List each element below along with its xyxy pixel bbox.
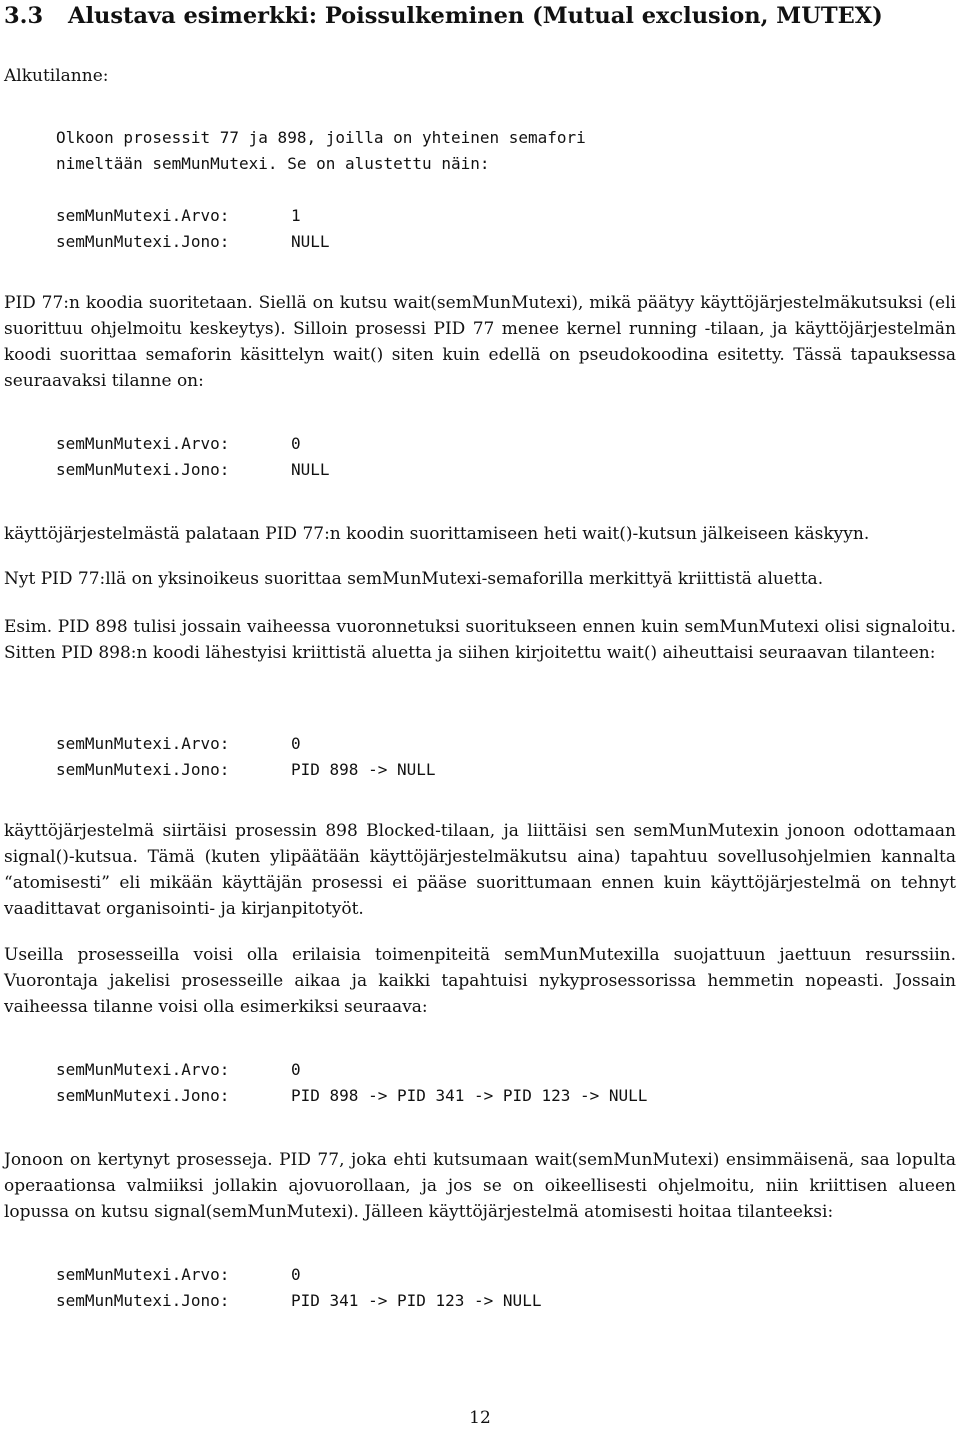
state-arvo-value: 1 bbox=[291, 206, 301, 225]
state-jono-value: PID 341 -> PID 123 -> NULL bbox=[291, 1291, 542, 1310]
state-jono-value: NULL bbox=[291, 460, 330, 479]
state-jono-key: semMunMutexi.Jono: bbox=[56, 1291, 230, 1310]
paragraph: Useilla prosesseilla voisi olla erilaisia toimenpiteitä semMunMutexilla suojattuun jaettuun resurssiin. Vuorontaja jakelisi prosesseille aikaa ja kaikki tapahtuisi nykyprosessorissa hemmetin nopeasti. Jossain vaiheessa tilanne voisi olla esimerkiksi seuraava: bbox=[4, 945, 956, 1017]
state-jono-row bbox=[56, 229, 330, 255]
state-block bbox=[4, 431, 330, 483]
paragraph: Jonoon on kertynyt prosesseja. PID 77, joka ehti kutsumaan wait(semMunMutexi) ensimmäisenä, saa lopulta operaationsa valmiiksi jollakin ajovuorollaan, ja jos se on oikeellisesti ohjelmoitu, niin kriittisen alueen lopussa on kutsu signal(semMunMutexi). Jälleen käyttöjärjestelmä atomisesti hoitaa tilanteeksi: bbox=[4, 1150, 956, 1222]
intro-code bbox=[4, 125, 586, 177]
page-number: 12 bbox=[469, 1408, 491, 1428]
state-arvo-value: 0 bbox=[291, 1060, 301, 1079]
state-arvo-value: 0 bbox=[291, 1265, 301, 1284]
paragraph: Esim. PID 898 tulisi jossain vaiheessa vuoronnetuksi suoritukseen ennen kuin semMunMutexi olisi signaloitu. Sitten PID 898:n koodi lähestyisi kriittistä aluetta ja siihen kirjoitettu wait() aiheuttaisi seuraavan tilanteen: bbox=[4, 617, 956, 663]
state-arvo-key: semMunMutexi.Arvo: bbox=[56, 1265, 230, 1284]
state-arvo-row bbox=[56, 431, 330, 457]
state-block bbox=[4, 1057, 647, 1109]
state-jono-value: NULL bbox=[291, 232, 330, 251]
intro-code-line: Olkoon prosessit 77 ja 898, joilla on yhteinen semafori bbox=[56, 128, 586, 147]
state-arvo-key: semMunMutexi.Arvo: bbox=[56, 206, 230, 225]
state-arvo-row bbox=[56, 1262, 541, 1288]
paragraph: käyttöjärjestelmä siirtäisi prosessin 898 Blocked-tilaan, ja liittäisi sen semMunMutexin jonoon odottamaan signal()-kutsua. Tämä (kuten ylipäätään käyttöjärjestelmäkutsu aina) tapahtuu sovellusohjelmien kannalta “atomisesti” eli mikään käyttäjän prosessi ei pääse suorittumaan ennen kuin käyttöjärjestelmä on tehnyt vaadittavat organisointi- ja kirjanpitotyöt. bbox=[4, 821, 956, 919]
state-jono-value: PID 898 -> NULL bbox=[291, 760, 436, 779]
section-heading bbox=[4, 0, 956, 30]
intro-code-line: nimeltään semMunMutexi. Se on alustettu näin: bbox=[56, 154, 490, 173]
section-number: 3.3 bbox=[4, 3, 44, 29]
state-block bbox=[4, 1262, 541, 1314]
state-arvo-value: 0 bbox=[291, 734, 301, 753]
state-jono-value: PID 898 -> PID 341 -> PID 123 -> NULL bbox=[291, 1086, 648, 1105]
state-arvo-row bbox=[56, 1057, 647, 1083]
section-title: Alustava esimerkki: Poissulkeminen (Mutual exclusion, MUTEX) bbox=[68, 3, 883, 29]
paragraph: PID 77:n koodia suoritetaan. Siellä on kutsu wait(semMunMutexi), mikä päätyy käyttöjärjestelmäkutsuksi (eli suorittuu ohjelmoitu keskeytys). Silloin prosessi PID 77 menee kernel running -tilaan, ja käyttöjärjestelmän koodi suorittaa semaforin käsittelyn wait() siten kuin edellä on pseudokoodina esitetty. Tässä tapauksessa seuraavaksi tilanne on: bbox=[4, 293, 956, 391]
state-jono-row bbox=[56, 1288, 541, 1314]
state-arvo-key: semMunMutexi.Arvo: bbox=[56, 734, 230, 753]
paragraph: Nyt PID 77:llä on yksinoikeus suorittaa semMunMutexi-semaforilla merkittyä kriittistä aluetta. bbox=[4, 569, 824, 589]
state-arvo-key: semMunMutexi.Arvo: bbox=[56, 434, 230, 453]
state-arvo-row bbox=[56, 731, 436, 757]
state-arvo-key: semMunMutexi.Arvo: bbox=[56, 1060, 230, 1079]
state-block bbox=[4, 731, 436, 783]
state-jono-row bbox=[56, 757, 436, 783]
state-arvo-row bbox=[56, 203, 330, 229]
state-jono-key: semMunMutexi.Jono: bbox=[56, 232, 230, 251]
state-block bbox=[4, 203, 330, 255]
paragraph: käyttöjärjestelmästä palataan PID 77:n koodin suorittamiseen heti wait()-kutsun jälkeiseen käskyyn. bbox=[4, 524, 870, 544]
state-jono-key: semMunMutexi.Jono: bbox=[56, 1086, 230, 1105]
state-jono-row bbox=[56, 1083, 647, 1109]
state-jono-key: semMunMutexi.Jono: bbox=[56, 460, 230, 479]
state-jono-row bbox=[56, 457, 330, 483]
intro-label: Alkutilanne: bbox=[4, 66, 109, 86]
state-jono-key: semMunMutexi.Jono: bbox=[56, 760, 230, 779]
state-arvo-value: 0 bbox=[291, 434, 301, 453]
